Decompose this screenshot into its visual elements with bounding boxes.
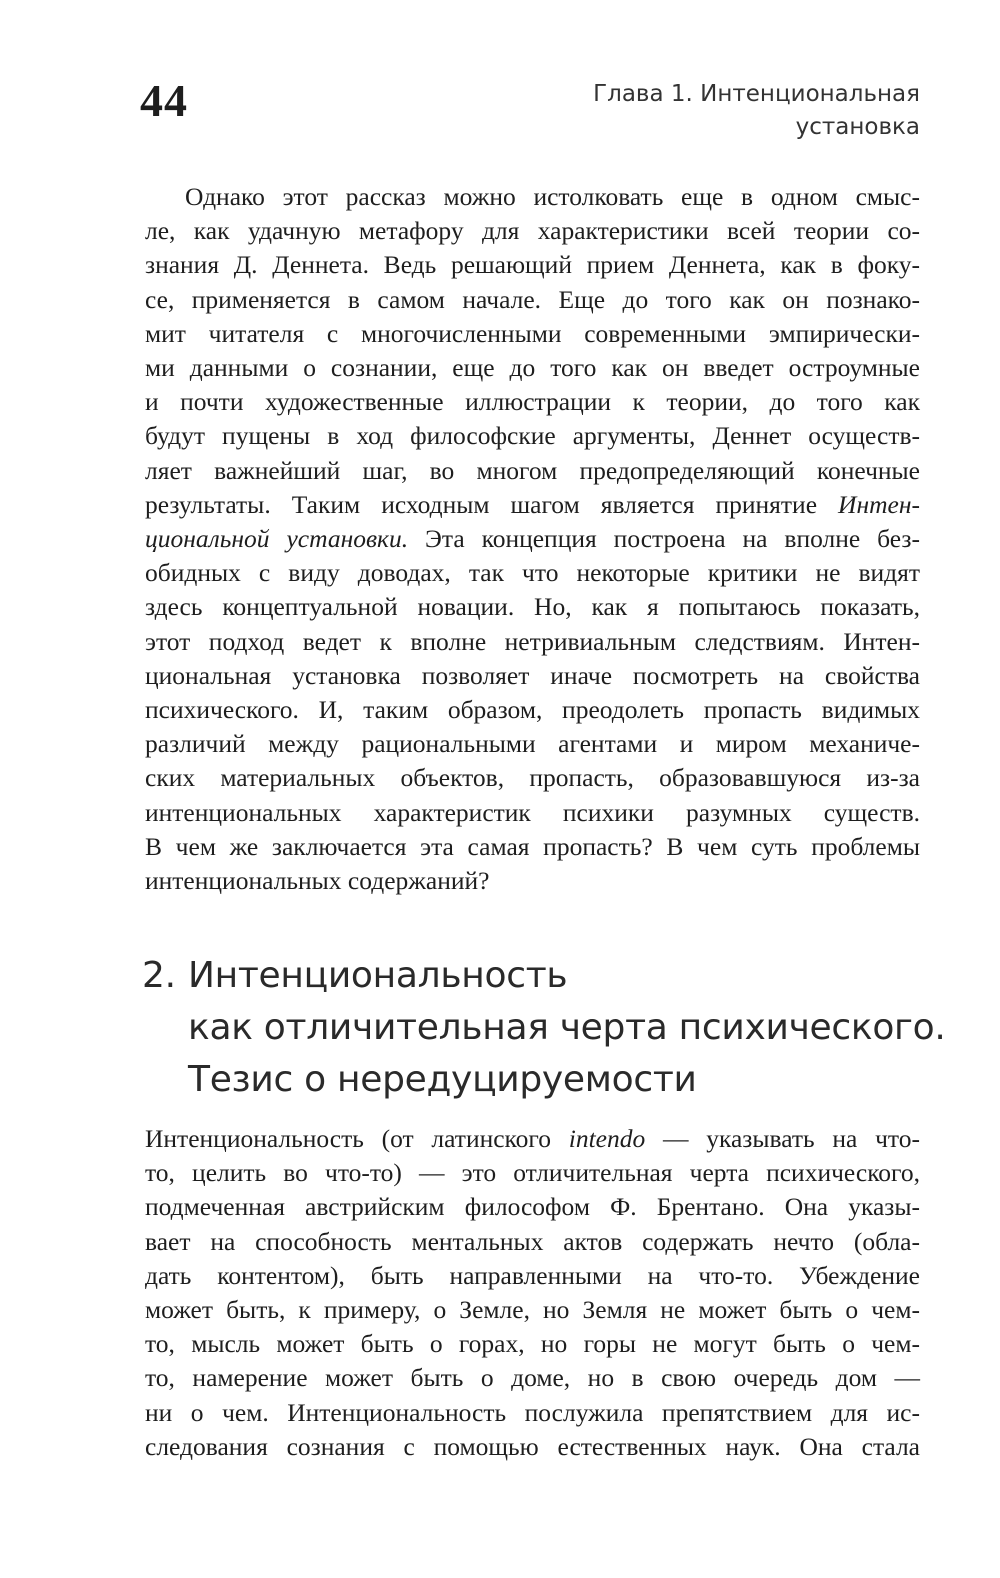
text-line: ле, как удачную метафору для характеристики всей теории со- [145,216,920,246]
text-line: се, применяется в самом начале. Еще до того как он познако- [145,284,920,314]
text-line: то, целить во что-то) — это отличительная черта психического, [145,1158,920,1188]
text-line: вает на способность ментальных актов содержать нечто (обла- [145,1226,920,1256]
text-line: может быть, к примеру, о Земле, но Земля не может быть о чем- [145,1295,920,1325]
section-heading [142,950,946,1106]
text-line: интенциональных характеристик психики разумных существ. [145,797,920,827]
text-line: этот подход ведет к вполне нетривиальным следствиям. Интен- [145,626,920,656]
text-line: Однако этот рассказ можно истолковать еще в одном смыс- [185,182,920,211]
text-line: различий между рациональными агентами и миром механиче- [145,729,920,759]
italic-term: циональной установки. [145,524,409,554]
running-head [593,78,920,144]
italic-term: Интен- [838,489,920,519]
section-title-line: Тезис о нередуцируемости [188,1059,697,1100]
text-line: дать контентом), быть направленными на что-то. Убеждение [145,1260,920,1290]
running-head-line-2: установка [795,114,920,140]
text-line: ни о чем. Интенциональность послужила препятствием для ис- [145,1397,920,1427]
text-line: то, намерение может быть о доме, но в свою очередь дом — [145,1363,920,1393]
text-run: — указывать на что- [645,1124,920,1153]
section-number: 2. [142,955,176,996]
text-line: здесь концептуальной новации. Но, как я попытаюсь показать, [145,592,920,622]
text-line [145,1122,920,1156]
text-run: результаты. Таким исходным шагом является принятие [145,489,839,519]
text-line: подмеченная австрийским философом Ф. Брентано. Она указы- [145,1192,920,1222]
text-line: то, мысль может быть о горах, но горы не могут быть о чем- [145,1329,920,1359]
text-line: знания Д. Деннета. Ведь решающий прием Деннета, как в фоку- [145,250,920,280]
text-line: циональная установка позволяет иначе посмотреть на свойства [145,660,920,690]
text-run: Эта концепция построена на вполне без- [408,524,920,554]
italic-term: intendo [568,1124,646,1153]
text-line: психического. И, таким образом, преодолеть пропасть видимых [145,695,920,725]
text-line: В чем же заключается эта самая пропасть? В чем суть проблемы [145,831,920,861]
text-line: интенциональных содержаний? [145,866,490,896]
text-line [145,488,920,522]
section-title-line: Интенциональность [188,955,568,996]
page-number: 44 [140,75,188,126]
text-line: обидных с виду доводах, так что некоторые критики не видят [145,558,920,588]
text-line: мит читателя с многочисленными современными эмпирически- [145,318,920,348]
text-line: ских материальных объектов, пропасть, образовавшуюся из-за [145,763,920,793]
text-line [145,522,920,556]
text-run: Интенциональность (от латинского [145,1124,569,1153]
text-line: следования сознания с помощью естественных наук. Она стала [145,1431,920,1461]
text-line: ляет важнейший шаг, во многом предопределяющий конечные [145,455,920,485]
section-title-line: как отличительная черта психического. [188,1007,946,1048]
text-line: и почти художественные иллюстрации к теории, до того как [145,387,920,417]
text-line: ми данными о сознании, еще до того как он введет остроумные [145,353,920,383]
paragraph-2 [145,1122,920,1464]
paragraph-1 [145,180,920,898]
text-line: будут пущены в ход философские аргументы, Деннет осуществ- [145,421,920,451]
running-head-line-1: Глава 1. Интенциональная [593,81,920,107]
